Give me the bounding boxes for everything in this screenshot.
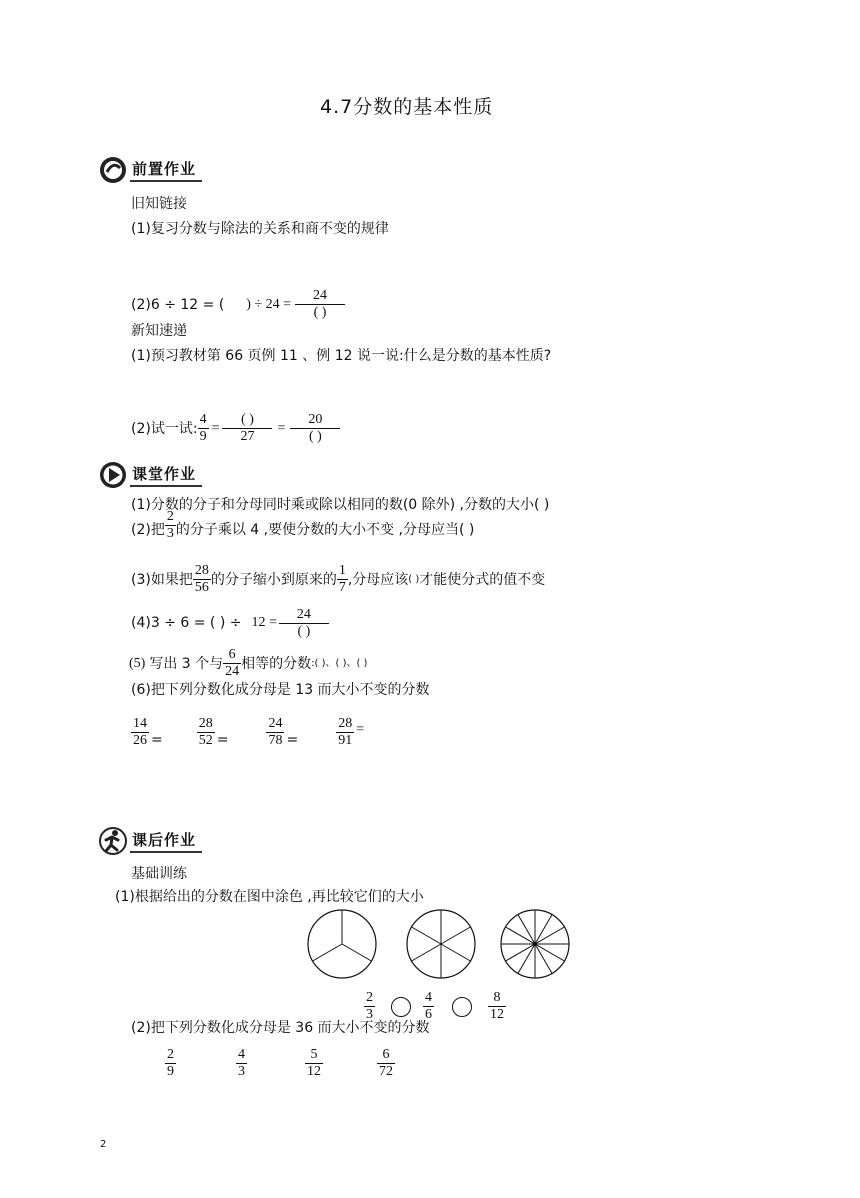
section-title-class: 课堂作业: [130, 463, 202, 487]
cq4-num: 24: [296, 607, 311, 622]
cq5-lead: (5): [129, 655, 146, 671]
cfrac-2-num: 28: [198, 716, 213, 731]
q2-num: 24: [313, 288, 328, 303]
cq2-lead: (2)把: [131, 521, 165, 538]
compare-3-num: 8: [493, 990, 501, 1005]
section-header-post: [98, 826, 202, 856]
hfrac-2-den: 3: [238, 1064, 245, 1079]
section-header-pre: [98, 155, 202, 185]
cq3-mid: 的分子缩小到原来的: [210, 571, 337, 588]
cq3-f1-den: 56: [194, 580, 209, 595]
home-question-1: (1)根据给出的分数在图中涂色 ,再比较它们的大小: [115, 889, 424, 905]
class-question-2: [131, 509, 475, 542]
q4-f2-num: ( ): [241, 412, 254, 427]
cq3-mid2: ,分母应该: [347, 571, 409, 588]
cq2-den: 3: [166, 526, 174, 541]
compare-circle-blank[interactable]: [391, 997, 411, 1017]
cq3-f1-num: 28: [194, 563, 209, 578]
section-title-pre: 前置作业: [130, 158, 202, 182]
q4-lead: (2)试一试:: [131, 420, 198, 437]
cq4-lead: (4)3 ÷ 6 = ( ) ÷: [131, 614, 242, 631]
cfrac-4-num: 28: [338, 716, 353, 731]
cq2-tail: 的分子乘以 4 ,要使分数的大小不变 ,分母应当( ): [175, 521, 475, 538]
class-question-1: (1)分数的分子和分母同时乘或除以相同的数(0 除外) ,分数的大小( ): [131, 497, 550, 513]
class-question-3: [131, 563, 545, 596]
pre-question-4: [131, 412, 340, 445]
compare-1-num: 2: [366, 990, 373, 1005]
hfrac-1: [165, 1047, 176, 1080]
hfrac-3: [305, 1047, 323, 1080]
hfrac-3-den: 12: [307, 1064, 321, 1079]
hfrac-2-num: 4: [238, 1047, 245, 1062]
hfrac-2: [236, 1047, 247, 1080]
cfrac-1-num: 14: [133, 716, 147, 731]
cq5-b: 相等的分数: [241, 655, 312, 672]
cfrac-1-den: 26: [133, 733, 147, 748]
cq3-lead: (3)如果把: [131, 571, 193, 588]
hfrac-4-den: 72: [379, 1064, 393, 1079]
q4-f1-den: 9: [199, 429, 207, 444]
q4-f3-num: 20: [308, 412, 323, 427]
class-question-6: (6)把下列分数化成分母是 13 而大小不变的分数: [131, 682, 430, 698]
eq-sign: =: [286, 731, 299, 748]
q2-lead: (2)6 ÷ 12 = (: [131, 296, 225, 313]
eq-sign: =: [151, 731, 163, 748]
cq3-blank: ( ): [408, 573, 420, 585]
cq5-fraction: [223, 647, 241, 680]
compare-circle-blank[interactable]: [452, 997, 472, 1017]
q2-mid: ) ÷ 24 =: [246, 296, 292, 312]
hfrac-1-den: 9: [167, 1064, 174, 1079]
pre-question-1: (1)复习分数与除法的关系和商不变的规律: [131, 221, 389, 237]
home-question-2: (2)把下列分数化成分母是 36 而大小不变的分数: [131, 1020, 430, 1036]
cq3-frac-2: [337, 563, 348, 596]
cq4-den: ( ): [279, 623, 329, 640]
q2-fraction: [295, 288, 345, 321]
page-title: 4.7分数的基本性质: [320, 96, 494, 118]
cq2-num: 2: [166, 509, 174, 524]
compare-1-den: 3: [366, 1007, 373, 1022]
cfrac-2-den: 52: [198, 733, 213, 748]
hfrac-1-num: 2: [167, 1047, 174, 1062]
cfrac-3-num: 24: [268, 716, 283, 731]
cq5-blanks: :( )、( )、( ): [311, 657, 368, 669]
cq3-f2-den: 7: [338, 580, 346, 595]
circle-twelfths: [501, 910, 569, 978]
cfrac-3: [266, 716, 284, 749]
compare-3-den: 12: [490, 1007, 504, 1022]
compare-frac-3: [488, 990, 506, 1023]
fraction-circles: [304, 906, 574, 986]
pre-question-3: (1)预习教材第 66 页例 11 、例 12 说一说:什么是分数的基本性质?: [131, 348, 552, 364]
section-badge-icon: [98, 155, 128, 185]
eq-sign: =: [356, 721, 365, 737]
class-question-5: [129, 647, 367, 680]
cq5-num: 6: [228, 647, 236, 662]
hfrac-4-num: 6: [382, 1047, 390, 1062]
q4-frac-3: [290, 412, 340, 445]
cq2-fraction: [165, 509, 176, 542]
play-badge-icon: [98, 460, 128, 490]
circle-sixths: [407, 910, 475, 978]
eq-sign: =: [216, 731, 229, 748]
cq4-mid: 12 =: [251, 614, 277, 630]
cfrac-4-den: 91: [338, 733, 353, 748]
hfrac-4: [377, 1047, 395, 1080]
basic-training-label: 基础训练: [131, 866, 187, 882]
home-fraction-row: [165, 1047, 395, 1080]
runner-badge-icon: [98, 826, 128, 856]
cfrac-1: [131, 716, 149, 749]
q4-frac-1: [198, 412, 209, 445]
new-knowledge-label: 新知速递: [131, 323, 187, 339]
section-header-class: [98, 460, 202, 490]
eq-sign: =: [211, 420, 220, 436]
q4-f1-num: 4: [199, 412, 207, 427]
eq-sign: =: [277, 420, 286, 436]
cq3-f2-num: 1: [338, 563, 346, 578]
pre-question-2: [131, 288, 345, 321]
cfrac-3-den: 78: [268, 733, 283, 748]
hfrac-3-num: 5: [310, 1047, 318, 1062]
cq5-a: 写出 3 个与: [149, 655, 224, 672]
cq3-tail: 才能使分式的值不变: [419, 571, 546, 588]
compare-2-den: 6: [425, 1007, 432, 1022]
cq4-fraction: [279, 607, 329, 640]
old-knowledge-label: 旧知链接: [131, 196, 187, 212]
q4-frac-2: [222, 412, 272, 445]
cq3-frac-1: [193, 563, 211, 596]
q4-f3-den: ( ): [290, 428, 340, 445]
q2-den: ( ): [295, 304, 345, 321]
section-title-post: 课后作业: [130, 829, 202, 853]
class-fraction-row: [131, 716, 364, 749]
cq5-den: 24: [225, 664, 240, 679]
cfrac-4: [336, 716, 354, 749]
cfrac-2: [197, 716, 215, 749]
q4-f2-den: 27: [222, 428, 272, 445]
class-question-4: [131, 605, 329, 640]
compare-2-num: 4: [425, 990, 432, 1005]
circle-thirds: [308, 910, 376, 978]
page-number: 2: [100, 1139, 107, 1150]
